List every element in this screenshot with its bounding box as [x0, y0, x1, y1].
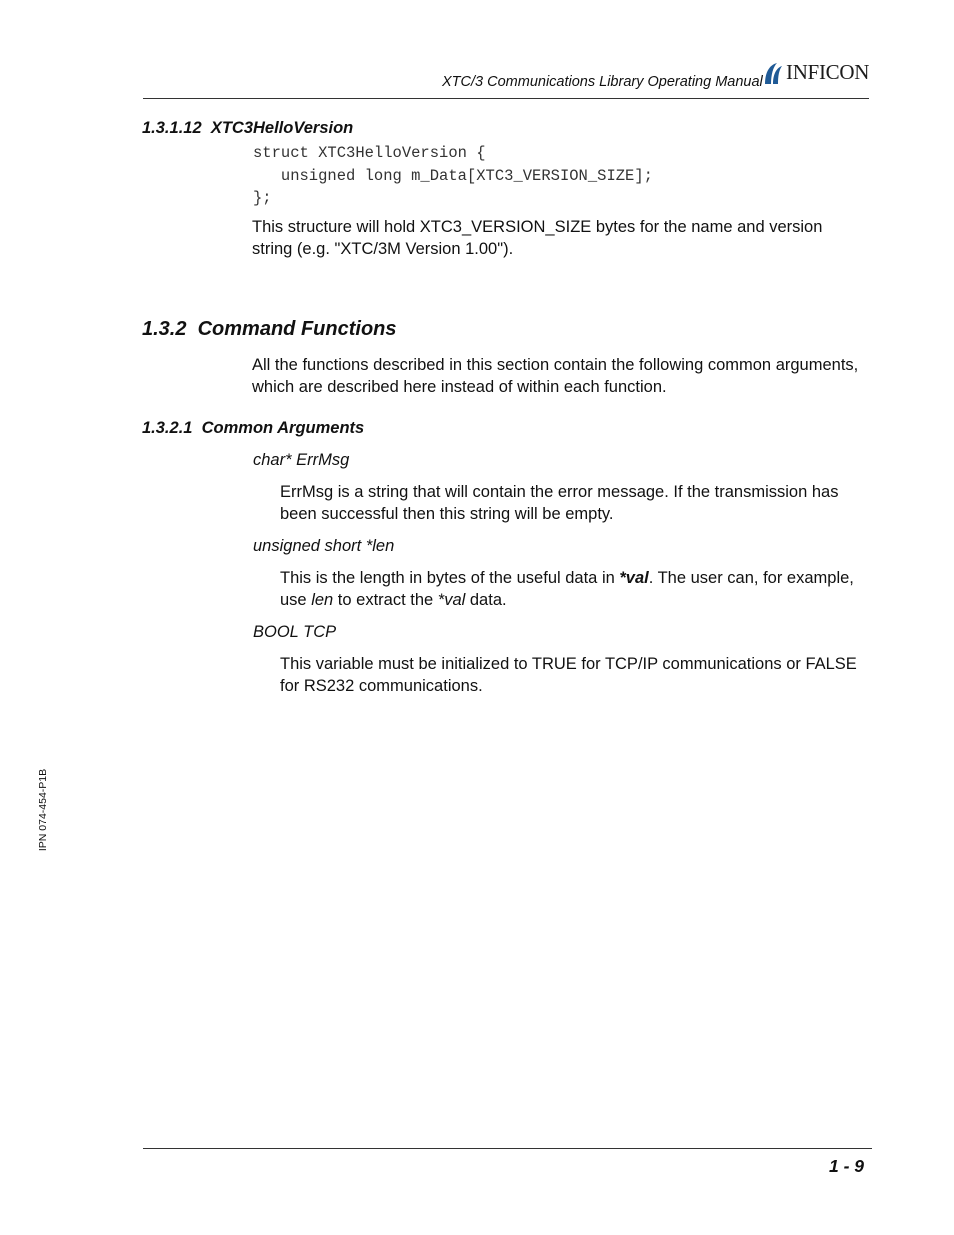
code-line-2: unsigned long m_Data[XTC3_VERSION_SIZE]; [253, 167, 653, 185]
section-heading-xtc3helloversion [142, 119, 353, 138]
arg-description-errmsg: ErrMsg is a string that will contain the error message. If the transmission has been successful then this string will be empty. [280, 483, 839, 523]
section-heading-command-functions [142, 318, 397, 341]
header-rule [143, 98, 869, 99]
arg-description-tcp: This variable must be initialized to TRUE for TCP/IP communications or FALSE for RS232 communications. [280, 655, 857, 695]
heading-number: 1.3.2 [142, 318, 187, 340]
code-line-1: struct XTC3HelloVersion { [253, 144, 486, 162]
heading-number: 1.3.1.12 [142, 119, 202, 137]
code-line-3: }; [253, 189, 272, 207]
brand-logo [762, 60, 869, 85]
len-emphasis: len [311, 591, 334, 609]
header-title: XTC/3 Communications Library Operating Manual [442, 74, 763, 90]
val-emphasis: *val [619, 569, 649, 587]
section-heading-common-arguments [142, 419, 364, 438]
heading-title: Common Arguments [201, 419, 365, 437]
document-id-sidebar: IPN 074-454-P1B [37, 768, 49, 852]
heading-title: XTC3HelloVersion [210, 119, 354, 137]
val-italic: *val [437, 591, 466, 609]
footer-rule [143, 1148, 872, 1149]
arg-name-tcp: BOOL TCP [253, 623, 337, 641]
brand-name: INFICON [786, 60, 870, 84]
struct-description: This structure will hold XTC3_VERSION_SIZE bytes for the name and version string (e.g. "XTC/3M Version 1.00"). [252, 218, 823, 258]
command-functions-intro: All the functions described in this section contain the following common arguments, which are described here instead of within each function. [252, 356, 859, 396]
arg-name-len: unsigned short *len [253, 537, 395, 555]
heading-number: 1.3.2.1 [142, 419, 193, 437]
page-number: 1 - 9 [828, 1156, 864, 1176]
inficon-logo-icon [762, 61, 784, 85]
arg-name-errmsg: char* ErrMsg [253, 451, 350, 469]
heading-title: Command Functions [197, 318, 397, 340]
arg-description-len: This is the length in bytes of the useful data in *val. The user can, for example, use len to extract the *val data. [280, 569, 854, 609]
